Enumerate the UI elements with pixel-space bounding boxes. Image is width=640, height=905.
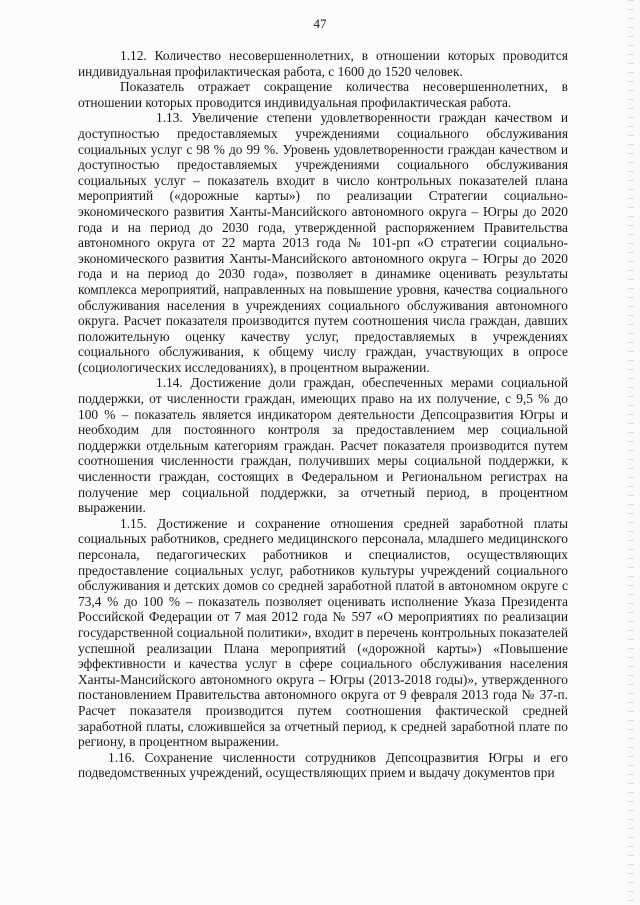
paragraph-1-12: 1.12. Количество несовершеннолетних, в отношении которых проводится индивидуальная профилактическая работа, с 1600 до 1520 человек. — [78, 48, 568, 79]
paragraph-1-12-note: Показатель отражает сокращение количества несовершеннолетних, в отношении которых проводится индивидуальная профилактическая работа. — [78, 79, 568, 110]
paragraph-1-13: 1.13. Увеличение степени удовлетворенности граждан качеством и доступностью предоставляемых учреждениями социального обслуживания социальных услуг с 98 % до 99 %. Уровень удовлетворенности граждан качеством и доступностью предоставляемых учреждениями социального обслуживания социальных услуг – показатель входит в число контрольных показателей плана мероприятий («дорожные карты») по реализации Стратегии социально-экономического развития Ханты-Мансийского автономного округа – Югры до 2020 года и на период до 2030 года, утвержденной распоряжением Правительства автономного округа от 22 марта 2013 года № 101-рп «О стратегии социально-экономического развития Ханты-Мансийского автономного округа – Югры до 2020 года и на период до 2030 года», позволяет в динамике оценивать результаты комплекса мероприятий, направленных на повышение уровня, качества социального обслуживания населения в учреждениях социального обслуживания автономного округа. Расчет показателя производится путем соотношения числа граждан, давших положительную оценку качеству услуг, предоставляемых в учреждениях социального обслуживания, к общему числу граждан, участвующих в опросе (социологических исследованиях), в процентном выражении. — [78, 110, 568, 375]
paragraph-1-16: 1.16. Сохранение численности сотрудников Депсоцразвития Югры и его подведомственных учреждений, осуществляющих прием и выдачу документов при — [78, 749, 568, 781]
page-number: 47 — [313, 16, 327, 31]
paragraph-1-14: 1.14. Достижение доли граждан, обеспеченных мерами социальной поддержки, от численности граждан, имеющих право на их получение, с 9,5 % до 100 % – показатель является индикатором деятельности Депсоцразвития Югры и необходим для постоянного контроля за предоставлением мер социальной поддержки отдельным категориям граждан. Расчет показателя производится путем соотношения численности граждан, получивших меры социальной поддержки, к численности граждан, состоящих в Федеральном и Региональном регистрах на получение мер социальной поддержки, за отчетный период, в процентном выражении. — [78, 375, 568, 516]
paragraph-1-15: 1.15. Достижение и сохранение отношения средней заработной платы социальных работников, среднего медицинского персонала, младшего медицинского персонала, педагогических работников и специалистов, осуществляющих предоставление социальных услуг, работников культуры учреждений социального обслуживания и детских домов со средней заработной платой в автономном округе с 73,4 % до 100 % – показатель позволяет оценивать исполнение Указа Президента Российской Федерации от 7 мая 2012 года № 597 «О мероприятиях по реализации государственной социальной политики», входит в перечень контрольных показателей успешной реализации Плана мероприятий («дорожной карты») «Повышение эффективности и качества услуг в сфере социального обслуживания населения Ханты-Мансийского автономного округа – Югры (2013-2018 годы)», утвержденного постановлением Правительства автономного округа от 9 февраля 2013 года № 37-п. Расчет показателя производится путем соотношения фактической средней заработной платы, сложившейся за отчетный период, к средней заработной плате по региону, в процентном выражении. — [78, 515, 568, 750]
scan-edge-marks — [628, 0, 634, 905]
document-body — [78, 48, 568, 781]
